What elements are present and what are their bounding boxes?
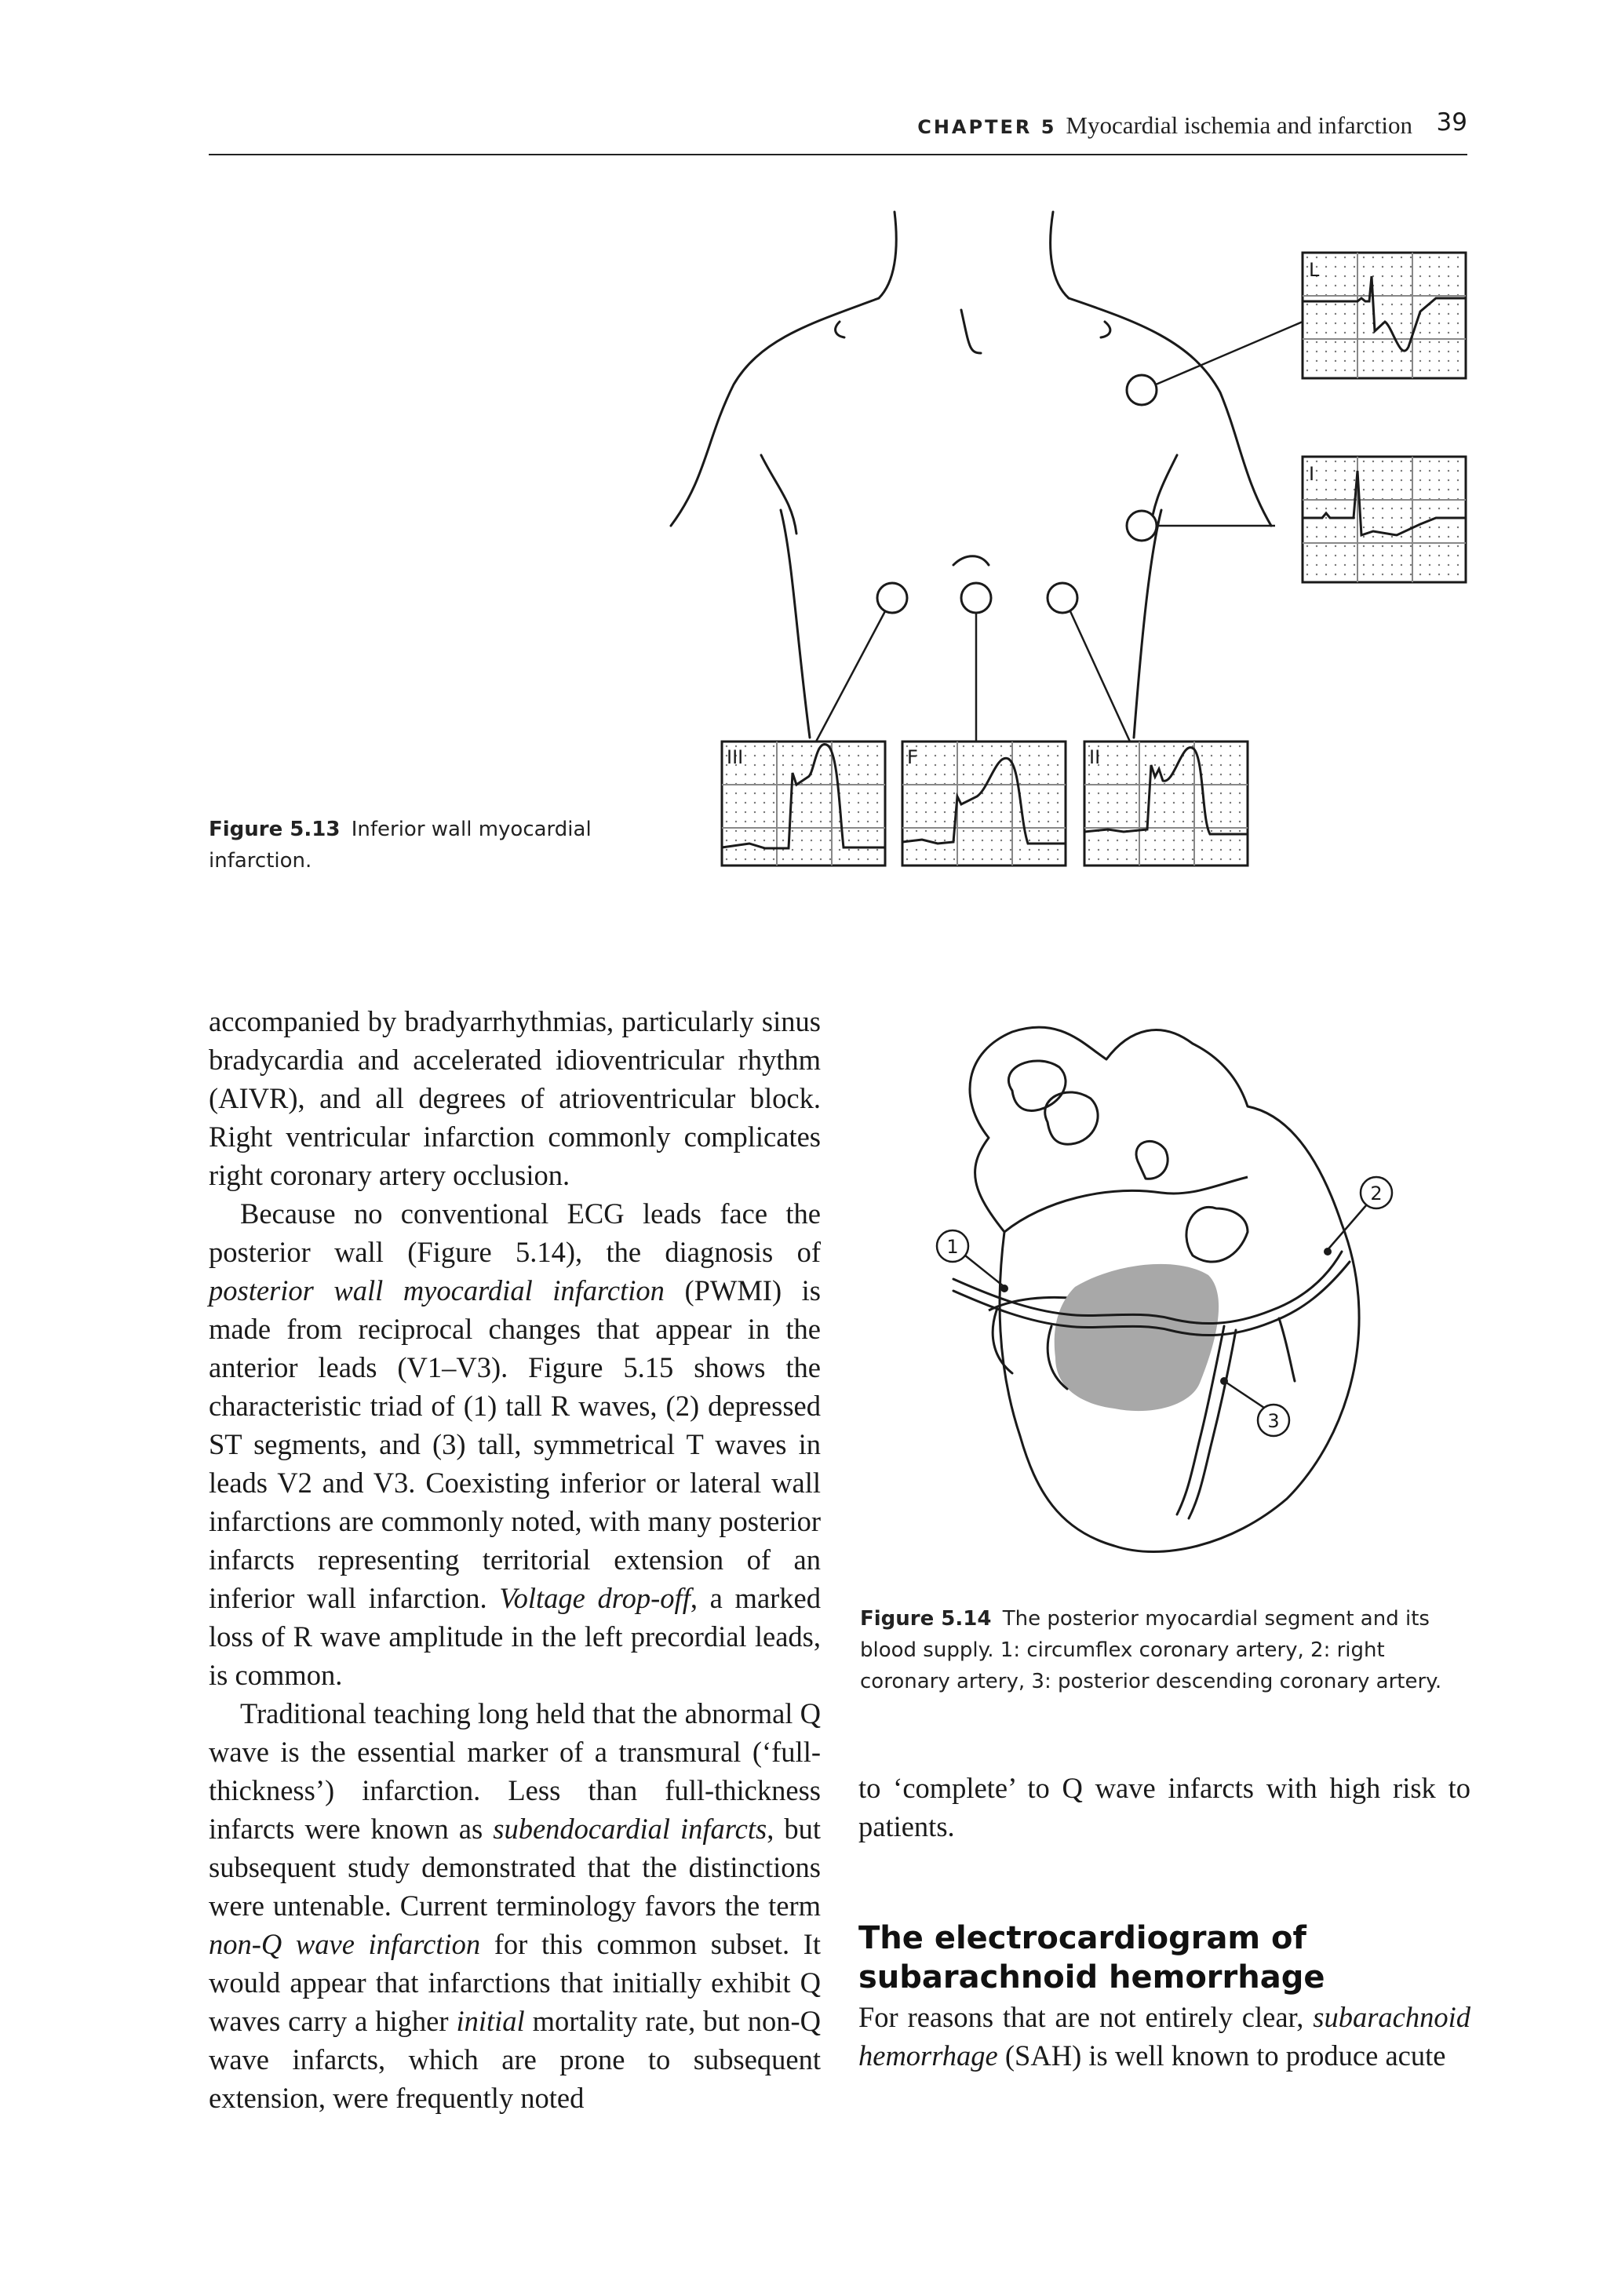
ecg-panel-I <box>1303 457 1466 582</box>
marker-2-label: 2 <box>1370 1183 1383 1204</box>
paragraph <box>209 1694 821 2117</box>
text-run: For reasons that are not entirely clear, <box>858 2001 1314 2033</box>
emphasis: Voltage drop-off <box>499 1582 691 1614</box>
page-number: 39 <box>1436 108 1467 137</box>
emphasis: initial <box>456 2005 525 2037</box>
chapter-label: CHAPTER 5 <box>917 116 1057 138</box>
figure-5-13-caption <box>209 814 617 876</box>
lead-label-I: I <box>1309 463 1315 485</box>
text-run: (SAH) is well known to produce acute <box>997 2039 1446 2072</box>
chapter-title: Myocardial ischemia and infarction <box>1066 111 1412 139</box>
lead-label-III: III <box>727 746 744 768</box>
text-run: for this common subset. It would appear that infarctions that initially exhibit Q waves carry a higher <box>209 1928 821 2037</box>
electrode-I <box>1127 511 1157 541</box>
emphasis: posterior wall myocardial infarction <box>209 1274 665 1307</box>
lead-label-L: L <box>1309 259 1320 281</box>
marker-2 <box>1361 1177 1392 1208</box>
marker-1-label: 1 <box>946 1236 959 1258</box>
paragraph <box>209 1194 821 1694</box>
ecg-panel-L <box>1303 253 1466 378</box>
marker-3-label: 3 <box>1267 1410 1280 1432</box>
caption-text: The posterior myocardial segment and its blood supply. 1: circumflex coronary artery, 2: right coronary artery, 3: posterior descending coronary artery. <box>860 1607 1442 1693</box>
electrode-L <box>1127 375 1157 405</box>
running-head-title <box>917 111 1412 140</box>
ecg-panel-III <box>722 742 885 866</box>
marker-3 <box>1258 1405 1289 1436</box>
text-run: Because no conventional ECG leads face the posterior wall (Figure 5.14), the diagnosis of <box>209 1197 821 1268</box>
figure-5-14-illustration <box>879 997 1428 1577</box>
left-column-text <box>209 1002 821 2117</box>
right-column-section-text <box>858 1998 1470 2075</box>
right-column-continuation <box>858 1769 1470 1846</box>
emphasis: subarachnoid hemorrhage <box>858 2001 1470 2072</box>
text-run: , a marked loss of R wave amplitude in the left precordial leads, is common. <box>209 1582 821 1691</box>
ecg-panel-F <box>902 742 1066 866</box>
text-run: Traditional teaching long held that the abnormal Q wave is the essential marker of a transmural (‘full-thickness’) infarction. Less than full-thickness infarcts were known as <box>209 1697 821 1845</box>
marker-1 <box>937 1230 968 1262</box>
section-heading: The electrocardiogram of subarachnoid hemorrhage <box>858 1920 1325 1996</box>
paragraph: accompanied by bradyarrhythmias, particularly sinus bradycardia and accelerated idioventricular rhythm (AIVR), and all degrees of atrioventricular block. Right ventricular infarction commonly complicates right coronary artery occlusion. <box>209 1005 821 1191</box>
lead-label-F: F <box>907 746 918 768</box>
caption-text: Inferior wall myocardial infarction. <box>209 818 592 873</box>
emphasis: non-Q wave infarction <box>209 1928 481 1960</box>
paragraph: to ‘complete’ to Q wave infarcts with high risk to patients. <box>858 1772 1470 1842</box>
infarct-region <box>1055 1264 1219 1411</box>
electrode-III <box>877 583 907 613</box>
electrode-II <box>1048 583 1077 613</box>
text-run: (PWMI) is made from reciprocal changes that appear in the anterior leads (V1–V3). Figure 5.15 shows the characteristic triad of (1) tall R waves, (2) depressed ST segments, and (3) tall, symmetrical T waves in leads V2 and V3. Coexisting inferior or lateral wall infarctions are commonly noted, with many posterior infarcts representing territorial extension of an inferior wall infarction. <box>209 1274 822 1614</box>
emphasis: subendocardial infarcts <box>493 1813 767 1845</box>
text-run: mortality rate, but non-Q wave infarcts, which are prone to subsequent extension, were frequently noted <box>209 2005 821 2114</box>
running-head <box>209 107 1467 155</box>
text-run: , but subsequent study demonstrated that the distinctions were untenable. Current terminology favors the term <box>209 1813 821 1922</box>
torso-outline <box>671 212 1271 738</box>
figure-label: Figure 5.13 <box>209 818 341 841</box>
figure-5-14-caption <box>860 1603 1472 1697</box>
electrode-F <box>961 583 991 613</box>
paragraph <box>858 1998 1470 2075</box>
figure-5-13-illustration <box>659 204 1475 879</box>
ecg-panel-II <box>1084 742 1248 866</box>
lead-label-II: II <box>1089 746 1101 768</box>
figure-label: Figure 5.14 <box>860 1607 992 1631</box>
